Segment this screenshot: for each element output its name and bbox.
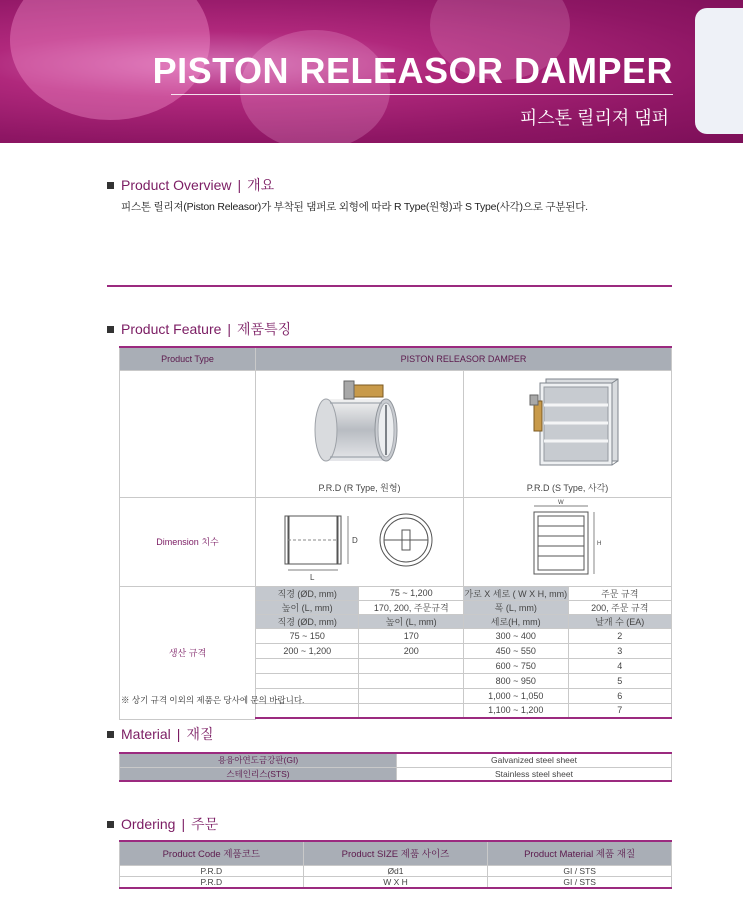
dim-label-d: D <box>352 535 358 545</box>
spec-cell: 6 <box>568 688 672 703</box>
spec-cell: 800 ~ 950 <box>464 673 569 688</box>
spec-cell: 300 ~ 400 <box>464 628 569 643</box>
spec-row <box>120 586 672 600</box>
production-label: 생산 규격 <box>120 586 256 719</box>
spec-cell: 2 <box>568 628 672 643</box>
r-type-caption: P.R.D (R Type, 원형) <box>318 482 401 493</box>
heading-kr: 재질 <box>186 726 214 742</box>
material-kr: 용융아연도금강판(GI) <box>120 753 397 767</box>
spec-cell: 직경 (ØD, mm) <box>256 586 359 600</box>
spec-cell: 주문 규격 <box>568 586 672 600</box>
col-product-type: Product Type <box>120 347 256 370</box>
banner-corner-tab <box>695 8 743 134</box>
page-title: PISTON RELEASOR DAMPER <box>152 50 673 91</box>
spec-cell: 세로(H, mm) <box>464 614 569 628</box>
spec-cell: 직경 (ØD, mm) <box>256 614 359 628</box>
heading-separator: | <box>237 177 242 193</box>
overview-text: 피스톤 릴리져(Piston Releasor)가 부착된 댐퍼로 외형에 따라 R Type(원형)과 S Type(사각)으로 구분된다. <box>121 201 588 213</box>
dim-label-h: H <box>597 540 602 547</box>
bullet-square-icon <box>107 326 114 333</box>
spec-cell: 75 ~ 1,200 <box>359 586 464 600</box>
spec-cell <box>359 703 464 718</box>
spec-cell: 가로 X 세로 ( W X H, mm) <box>464 586 569 600</box>
heading-en: Ordering <box>121 816 176 832</box>
section-heading-material <box>107 724 214 744</box>
s-type-photo-cell <box>464 370 672 497</box>
table-bottom-rule <box>256 718 672 719</box>
r-type-photo-cell <box>256 370 464 497</box>
r-type-drawing-cell <box>256 497 464 586</box>
s-type-dimension-drawing <box>464 498 671 584</box>
heading-kr: 개요 <box>247 177 275 193</box>
heading-en: Material <box>121 726 171 742</box>
material-en: Galvanized steel sheet <box>397 753 672 767</box>
bullet-square-icon <box>107 821 114 828</box>
spec-cell: 4 <box>568 658 672 673</box>
r-type-dimension-drawing <box>256 498 463 584</box>
spec-cell: 7 <box>568 703 672 718</box>
bullet-square-icon <box>107 182 114 189</box>
order-cell: Ød1 <box>303 865 488 876</box>
ordering-row <box>120 876 672 888</box>
heading-separator: | <box>181 816 186 832</box>
heading-kr: 제품특징 <box>237 321 292 337</box>
section-heading-overview <box>107 175 274 195</box>
material-row <box>120 767 672 781</box>
spec-cell: 600 ~ 750 <box>464 658 569 673</box>
heading-en: Product Feature <box>121 321 222 337</box>
spec-cell <box>256 673 359 688</box>
heading-separator: | <box>176 726 181 742</box>
bullet-square-icon <box>107 731 114 738</box>
s-type-caption: P.R.D (S Type, 사각) <box>526 482 609 493</box>
spec-cell: 1,000 ~ 1,050 <box>464 688 569 703</box>
heading-kr: 주문 <box>191 816 219 832</box>
photo-row <box>120 370 672 497</box>
spec-cell <box>359 658 464 673</box>
col-product-material: Product Material 제품 재질 <box>488 841 672 865</box>
s-type-drawing-cell <box>464 497 672 586</box>
table-header-row <box>120 347 672 370</box>
col-product-code: Product Code 제품코드 <box>120 841 304 865</box>
spec-cell: 날개 수 (EA) <box>568 614 672 628</box>
col-product-size: Product SIZE 제품 사이즈 <box>303 841 488 865</box>
r-type-damper-image <box>256 371 463 497</box>
feature-table <box>119 346 672 720</box>
heading-separator: | <box>227 321 232 337</box>
dimension-label: Dimension 치수 <box>120 497 256 586</box>
spec-cell <box>359 673 464 688</box>
order-cell: P.R.D <box>120 865 304 876</box>
spec-cell: 폭 (L, mm) <box>464 600 569 614</box>
dimension-row <box>120 497 672 586</box>
title-rule <box>171 94 673 95</box>
section-divider <box>107 285 672 287</box>
heading-en: Product Overview <box>121 177 232 193</box>
order-cell: GI / STS <box>488 876 672 888</box>
dim-label-l: L <box>310 572 315 582</box>
material-en: Stainless steel sheet <box>397 767 672 781</box>
spec-cell: 170, 200, 주문규격 <box>359 600 464 614</box>
ordering-row <box>120 865 672 876</box>
spec-cell: 200 <box>359 643 464 658</box>
spec-cell <box>359 688 464 703</box>
order-cell: W X H <box>303 876 488 888</box>
spec-cell: 200 ~ 1,200 <box>256 643 359 658</box>
spec-note: ※ 상기 규격 이외의 제품은 당사에 문의 바랍니다. <box>121 695 305 705</box>
order-cell: GI / STS <box>488 865 672 876</box>
spec-cell: 75 ~ 150 <box>256 628 359 643</box>
section-heading-feature <box>107 319 291 339</box>
material-kr: 스테인리스(STS) <box>120 767 397 781</box>
material-table <box>119 752 672 782</box>
ordering-table <box>119 840 672 889</box>
order-cell: P.R.D <box>120 876 304 888</box>
spec-cell: 3 <box>568 643 672 658</box>
spec-cell: 높이 (L, mm) <box>359 614 464 628</box>
page-subtitle: 피스톤 릴리져 댐퍼 <box>519 108 669 128</box>
spec-cell: 200, 주문 규격 <box>568 600 672 614</box>
spec-cell <box>256 658 359 673</box>
col-product-name: PISTON RELEASOR DAMPER <box>256 347 672 370</box>
material-row <box>120 753 672 767</box>
empty-cell <box>120 370 256 497</box>
ordering-header-row <box>120 841 672 865</box>
spec-cell: 5 <box>568 673 672 688</box>
header-banner <box>0 0 743 143</box>
section-heading-ordering <box>107 814 218 834</box>
dim-label-w: W <box>558 499 564 506</box>
spec-cell: 170 <box>359 628 464 643</box>
spec-cell: 높이 (L, mm) <box>256 600 359 614</box>
s-type-damper-image <box>464 371 671 497</box>
spec-cell: 450 ~ 550 <box>464 643 569 658</box>
spec-cell: 1,100 ~ 1,200 <box>464 703 569 718</box>
